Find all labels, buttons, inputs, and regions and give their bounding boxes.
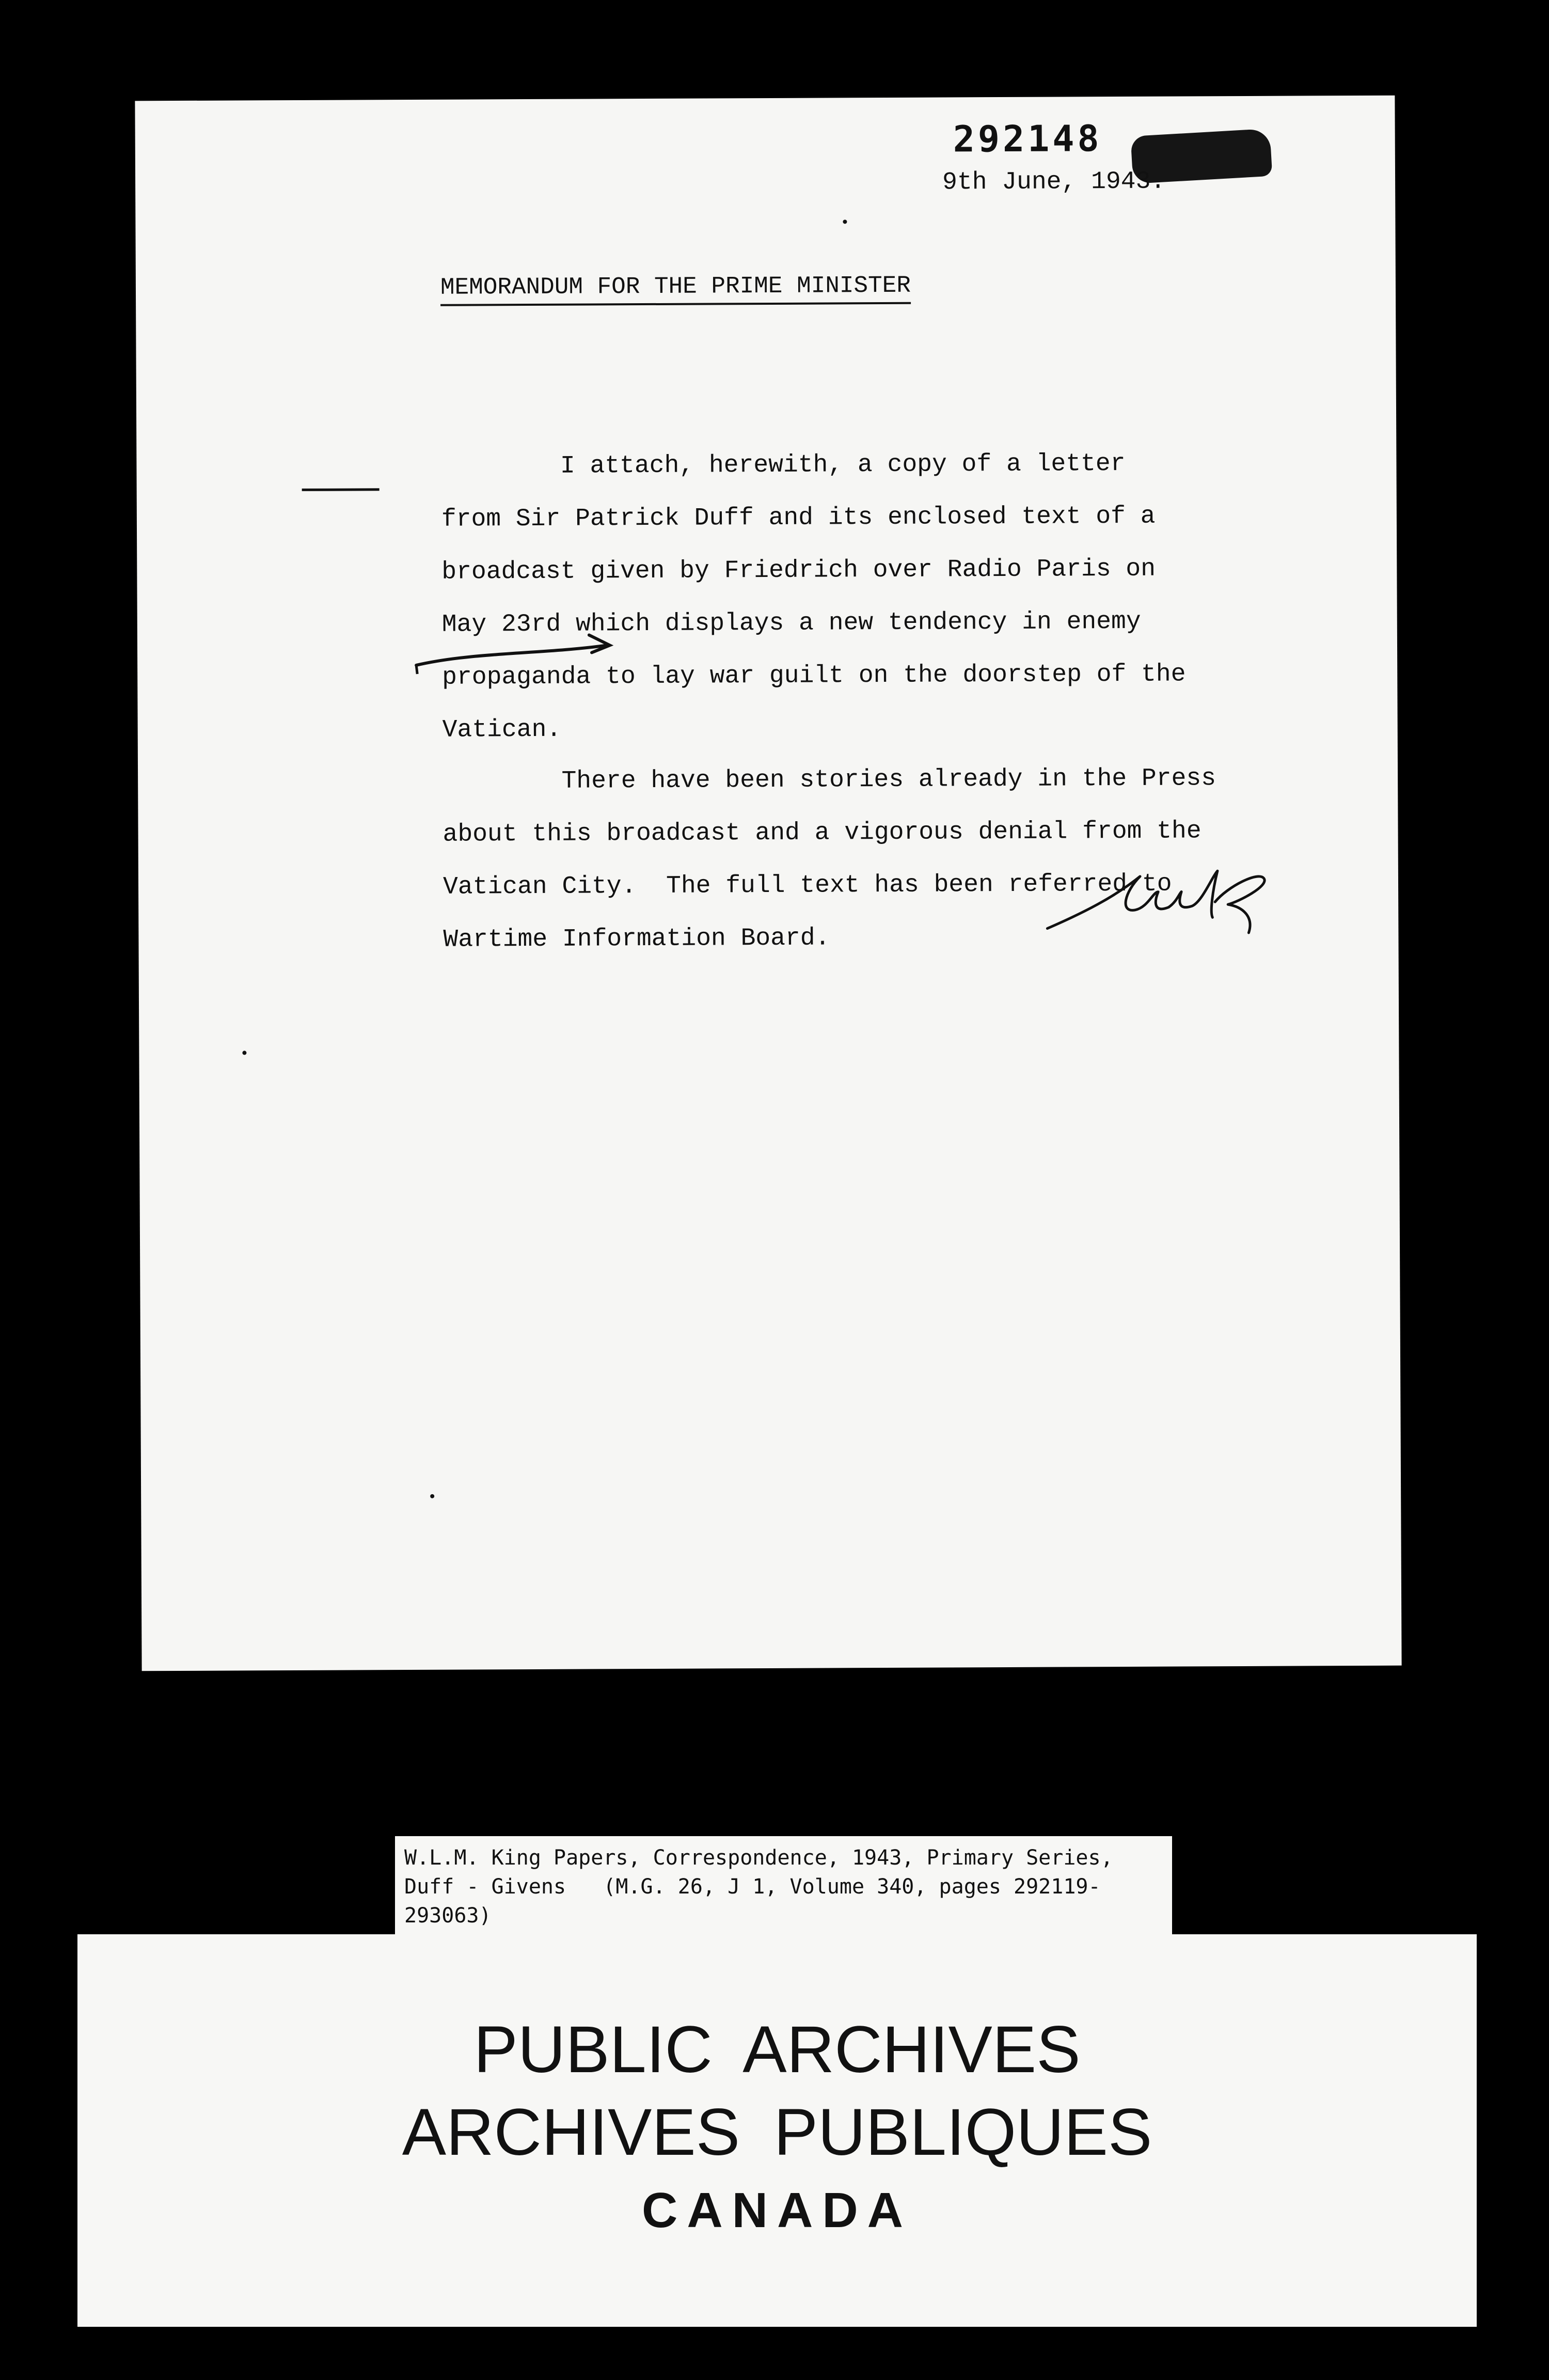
archive-country: CANADA bbox=[642, 2183, 912, 2238]
public-archives-card bbox=[77, 1934, 1477, 2327]
memo-date: 9th June, 1943. bbox=[942, 167, 1166, 197]
paper-speck bbox=[843, 220, 847, 224]
paper-speck bbox=[242, 1051, 246, 1055]
archive-reference-label bbox=[395, 1836, 1172, 1939]
memo-paragraph-1: I attach, herewith, a copy of a letter from Sir Patrick Duff and its enclosed text of a broadcast given by Friedrich over Radio Paris on May 23rd which displays a new tendency in enemy propaganda to lay war guilt on the doorstep of the Vatican. bbox=[441, 449, 1186, 744]
archive-title-french: ARCHIVES PUBLIQUES bbox=[402, 2095, 1152, 2169]
archive-title-english: PUBLIC ARCHIVES bbox=[473, 2013, 1081, 2087]
archive-reference-text: W.L.M. King Papers, Correspondence, 1943, Primary Series, Duff - Givens (M.G. 26, J 1, Volume 340, pages 292119- 293063) bbox=[404, 1846, 1113, 1928]
document-number: 292148 bbox=[953, 117, 1102, 161]
handwritten-signature bbox=[1042, 855, 1290, 960]
memo-heading: MEMORANDUM FOR THE PRIME MINISTER bbox=[440, 272, 911, 306]
paper-speck bbox=[430, 1494, 434, 1498]
handwritten-underline-arrow bbox=[411, 615, 628, 678]
memo-paragraph-2: There have been stories already in the Press about this broadcast and a vigorous denial from the Vatican City. The full text has been referred to Wartime Information Board. bbox=[442, 764, 1216, 954]
margin-dash-mark bbox=[302, 488, 380, 491]
memorandum-page bbox=[135, 96, 1401, 1671]
